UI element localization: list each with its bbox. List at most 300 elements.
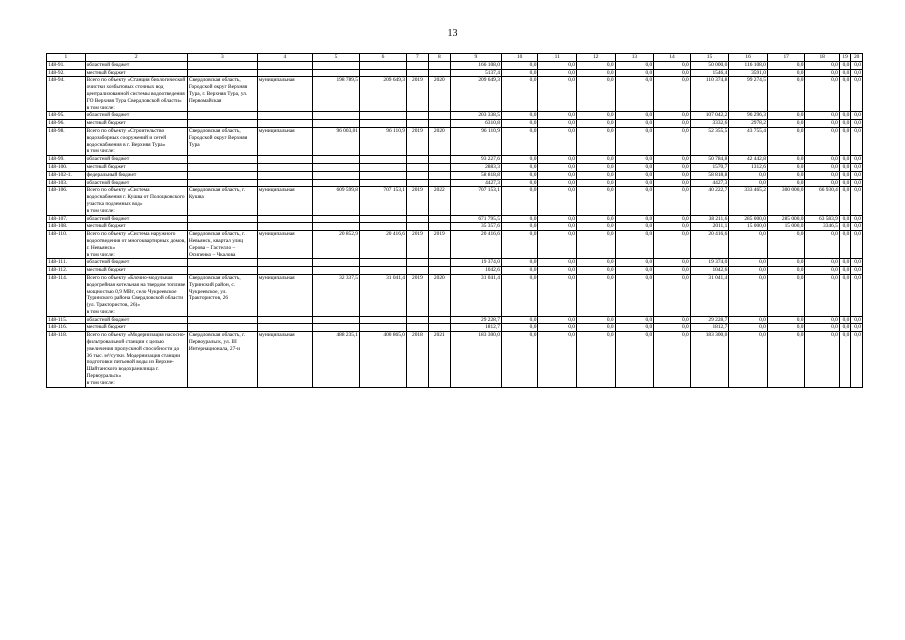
table-cell: 0,0 (654, 267, 691, 275)
table-cell: областной бюджет (85, 61, 187, 69)
table-cell (257, 324, 312, 332)
table-cell: 4427,3 (450, 179, 501, 187)
table-cell: 32 337,5 (313, 274, 360, 316)
table-cell: 0,0 (851, 231, 863, 259)
table-cell: 0,0 (851, 324, 863, 332)
table-cell: 0,0 (615, 69, 654, 77)
table-cell: 0,0 (851, 259, 863, 267)
table-cell: 0,0 (615, 316, 654, 324)
table-cell: 0,0 (839, 259, 850, 267)
table-cell (257, 163, 312, 171)
table-cell: 0,0 (805, 259, 839, 267)
table-cell: 0,0 (654, 223, 691, 231)
table-cell: 707 153,1 (450, 187, 501, 215)
table-cell (406, 179, 428, 187)
table-cell: 0,0 (851, 187, 863, 215)
table-cell: 285 000,0 (767, 215, 805, 223)
table-cell: 31 041,4 (360, 274, 407, 316)
column-header: 16 (729, 54, 768, 62)
table-cell: 0,0 (767, 316, 805, 324)
table-cell: 0,0 (851, 223, 863, 231)
table-cell: 0,0 (851, 163, 863, 171)
table-cell: 400 865,0 (360, 332, 407, 387)
budget-source-row (47, 112, 863, 120)
table-cell (313, 324, 360, 332)
table-cell: 0,0 (805, 127, 839, 155)
table-cell (257, 316, 312, 324)
table-cell: 148-118. (47, 332, 86, 387)
table-cell: 0,0 (851, 127, 863, 155)
table-cell (428, 163, 450, 171)
column-header: 20 (851, 54, 863, 62)
table-cell: 0,0 (615, 274, 654, 316)
table-cell: 0,0 (538, 332, 577, 387)
budget-source-row (47, 223, 863, 231)
table-cell: 0,0 (654, 69, 691, 77)
table-cell: 1812,7 (450, 324, 501, 332)
table-cell: 0,0 (767, 61, 805, 69)
table-cell: 31 041,4 (690, 274, 729, 316)
table-cell: 148-111. (47, 259, 86, 267)
table-cell (257, 259, 312, 267)
object-total-row (47, 231, 863, 259)
table-cell: областной бюджет (85, 215, 187, 223)
table-cell: 0,0 (615, 112, 654, 120)
table-cell (406, 259, 428, 267)
table-cell: 0,0 (577, 324, 616, 332)
table-cell: 0,0 (654, 163, 691, 171)
table-cell: 0,0 (805, 120, 839, 128)
table-cell: 609 599,8 (313, 187, 360, 215)
table-cell: 0,0 (538, 127, 577, 155)
table-cell: 0,0 (538, 163, 577, 171)
table-cell (187, 259, 257, 267)
table-cell: местный бюджет (85, 120, 187, 128)
table-cell: 0,0 (767, 127, 805, 155)
table-cell: 488 235,1 (313, 332, 360, 387)
table-cell: 19 374,0 (690, 259, 729, 267)
column-header: 14 (654, 54, 691, 62)
table-cell: 0,0 (839, 112, 850, 120)
table-cell: 0,0 (654, 156, 691, 164)
table-cell: 0,0 (729, 171, 768, 179)
table-cell (187, 163, 257, 171)
table-cell: 148-92. (47, 69, 86, 77)
table-cell: 0,0 (577, 179, 616, 187)
table-cell: 0,0 (839, 274, 850, 316)
table-cell: 0,0 (729, 274, 768, 316)
table-cell: 20 852,9 (313, 231, 360, 259)
table-cell: 0,0 (615, 77, 654, 112)
table-cell: 0,0 (805, 274, 839, 316)
table-cell: 0,0 (654, 61, 691, 69)
table-cell: муниципальная (257, 231, 312, 259)
table-cell: 96 110,9 (360, 127, 407, 155)
table-cell: 20 416,6 (360, 231, 407, 259)
table-cell: 148-94. (47, 77, 86, 112)
table-cell: 0,0 (501, 61, 538, 69)
table-cell: 66 930,4 (805, 187, 839, 215)
table-cell (360, 120, 407, 128)
table-cell: 110 374,8 (690, 77, 729, 112)
budget-source-row (47, 171, 863, 179)
table-cell: 0,0 (615, 120, 654, 128)
table-cell (313, 259, 360, 267)
column-header: 10 (501, 54, 538, 62)
table-cell: 0,0 (839, 316, 850, 324)
table-cell: 0,0 (839, 179, 850, 187)
table-cell (360, 259, 407, 267)
table-cell: 0,0 (501, 156, 538, 164)
budget-source-row (47, 61, 863, 69)
table-cell (428, 179, 450, 187)
table-cell: 148-96. (47, 120, 86, 128)
table-cell: 671 795,5 (450, 215, 501, 223)
table-cell: 0,0 (654, 274, 691, 316)
table-cell: 15 000,0 (767, 223, 805, 231)
table-cell: 2019 (406, 187, 428, 215)
table-cell: 0,0 (654, 332, 691, 387)
table-cell (428, 223, 450, 231)
table-cell: 15 000,0 (729, 223, 768, 231)
table-cell: 0,0 (615, 127, 654, 155)
table-cell: 1042,6 (690, 267, 729, 275)
table-cell: 0,0 (805, 332, 839, 387)
table-cell: 148-108. (47, 223, 86, 231)
table-cell: 0,0 (538, 179, 577, 187)
table-cell (257, 267, 312, 275)
table-cell (313, 179, 360, 187)
table-cell: 148-103. (47, 179, 86, 187)
table-cell: 148-106. (47, 187, 86, 215)
table-cell: 0,0 (767, 69, 805, 77)
table-cell: 43 755,4 (729, 127, 768, 155)
table-cell: 2011,1 (690, 223, 729, 231)
table-cell: 0,0 (805, 61, 839, 69)
table-cell: 0,0 (615, 179, 654, 187)
table-cell: муниципальная (257, 274, 312, 316)
table-cell (406, 163, 428, 171)
table-cell (406, 61, 428, 69)
table-cell: 0,0 (501, 127, 538, 155)
table-cell: 0,0 (538, 77, 577, 112)
table-cell: 0,0 (839, 215, 850, 223)
table-cell: местный бюджет (85, 163, 187, 171)
table-cell: 0,0 (767, 112, 805, 120)
table-cell: Всего по объекту «Станция биологической очистки хозбытовых сточных вод централизованной системы водоотведения ГО Верхняя Тура Свердловской области» в том числе: (85, 77, 187, 112)
table-cell (187, 69, 257, 77)
column-header: 9 (450, 54, 501, 62)
table-cell: 0,0 (805, 77, 839, 112)
table-cell (360, 112, 407, 120)
table-cell: 0,0 (839, 171, 850, 179)
table-cell (428, 120, 450, 128)
table-cell: областной бюджет (85, 156, 187, 164)
table-cell: 0,0 (654, 187, 691, 215)
table-cell (187, 171, 257, 179)
table-cell: Всего по объекту «Модернизация насосно-фильтровальной станции с целью увеличения пропускной способности до 36 тыс. м³/сутки. Модернизация станции подготовки питьевой воды из Верхне-Шайтанского водохранилища г. Первоуральск» в том числе: (85, 332, 187, 387)
table-cell: 333 465,2 (729, 187, 768, 215)
column-header: 13 (615, 54, 654, 62)
table-cell: 0,0 (501, 171, 538, 179)
table-cell: 20 416,6 (690, 231, 729, 259)
column-number-header-row (47, 54, 863, 62)
table-cell: 0,0 (839, 156, 850, 164)
table-cell: 0,0 (538, 171, 577, 179)
table-cell: 0,0 (538, 231, 577, 259)
table-cell: 0,0 (615, 259, 654, 267)
table-cell (257, 171, 312, 179)
table-cell: 0,0 (839, 332, 850, 387)
table-cell (313, 120, 360, 128)
table-cell (406, 120, 428, 128)
table-cell (360, 61, 407, 69)
table-cell: 148-95. (47, 112, 86, 120)
table-cell: 0,0 (729, 231, 768, 259)
table-cell: 0,0 (615, 223, 654, 231)
table-cell: 0,0 (851, 171, 863, 179)
table-cell (313, 156, 360, 164)
table-cell (406, 215, 428, 223)
table-cell: 96 003,01 (313, 127, 360, 155)
table-cell: 0,0 (615, 163, 654, 171)
table-cell: 0,0 (538, 112, 577, 120)
table-cell: областной бюджет (85, 316, 187, 324)
column-header: 2 (85, 54, 187, 62)
column-header: 1 (47, 54, 86, 62)
table-cell: 0,0 (851, 267, 863, 275)
table-cell: 203 338,5 (450, 112, 501, 120)
table-cell (360, 171, 407, 179)
table-cell: 0,0 (501, 231, 538, 259)
table-cell: 148-114. (47, 274, 86, 316)
table-cell (187, 156, 257, 164)
table-cell: 183 300,0 (690, 332, 729, 387)
table-cell: Всего по объекту «Строительство водозаборных сооружений и сетей водоснабжения в г. Верхняя Тура» в том числе: (85, 127, 187, 155)
table-cell: 166 108,0 (450, 61, 501, 69)
table-cell: 0,0 (839, 267, 850, 275)
table-cell: 2883,3 (450, 163, 501, 171)
table-cell: 0,0 (729, 316, 768, 324)
table-cell (406, 112, 428, 120)
table-cell: 148-100. (47, 163, 86, 171)
table-cell: 0,0 (501, 77, 538, 112)
table-cell: Всего по объекту «Блочно-модульная водогрейная котельная на твердом топливе мощностью 0,9 МВт, село Чукреевское Туринского района Свердловской области (ул. Трактористов, 26)» в том числе: (85, 274, 187, 316)
table-cell: 0,0 (805, 171, 839, 179)
object-total-row (47, 274, 863, 316)
budget-source-row (47, 163, 863, 171)
table-cell (406, 69, 428, 77)
table-cell (187, 120, 257, 128)
table-cell: 4427,3 (690, 179, 729, 187)
object-total-row (47, 187, 863, 215)
table-cell: 42 442,8 (729, 156, 768, 164)
table-cell: местный бюджет (85, 324, 187, 332)
table-cell: 3332,6 (690, 120, 729, 128)
table-cell: 2020 (428, 127, 450, 155)
table-cell (257, 69, 312, 77)
table-cell: 0,0 (501, 120, 538, 128)
table-cell: 148-99. (47, 156, 86, 164)
table-cell: 0,0 (501, 215, 538, 223)
table-cell: 148-110. (47, 231, 86, 259)
table-cell: 0,0 (839, 324, 850, 332)
table-cell: 0,0 (839, 223, 850, 231)
table-cell: 50 000,0 (690, 61, 729, 69)
table-cell: 0,0 (851, 274, 863, 316)
budget-source-row (47, 179, 863, 187)
table-cell: 0,0 (805, 112, 839, 120)
table-cell: 0,0 (654, 231, 691, 259)
table-cell: 50 784,8 (690, 156, 729, 164)
table-cell: 0,0 (654, 112, 691, 120)
table-cell: 116 108,0 (729, 61, 768, 69)
table-cell: областной бюджет (85, 112, 187, 120)
table-cell: 209 649,3 (450, 77, 501, 112)
table-cell (313, 69, 360, 77)
table-cell: 0,0 (767, 259, 805, 267)
table-cell: 38 211,6 (690, 215, 729, 223)
table-cell: 0,0 (805, 231, 839, 259)
table-cell: 0,0 (538, 120, 577, 128)
table-cell: 0,0 (839, 120, 850, 128)
table-cell (187, 223, 257, 231)
budget-source-row (47, 215, 863, 223)
table-cell: 0,0 (577, 77, 616, 112)
table-cell: 0,0 (729, 332, 768, 387)
table-cell: 0,0 (538, 187, 577, 215)
table-cell (187, 179, 257, 187)
table-cell (428, 171, 450, 179)
table-cell: 0,0 (538, 156, 577, 164)
table-cell: 0,0 (805, 267, 839, 275)
table-cell: 148-98. (47, 127, 86, 155)
table-cell (313, 215, 360, 223)
table-cell: 99 274,5 (729, 77, 768, 112)
table-cell: 0,0 (501, 324, 538, 332)
table-cell: 0,0 (805, 69, 839, 77)
table-cell: 2019 (406, 274, 428, 316)
table-cell: 0,0 (538, 223, 577, 231)
table-cell: 2021 (428, 332, 450, 387)
table-cell: Свердловская область, г. Кушва (187, 187, 257, 215)
table-cell: 0,0 (851, 112, 863, 120)
table-cell: 148-115. (47, 316, 86, 324)
table-cell: 0,0 (654, 120, 691, 128)
budget-table (46, 53, 863, 388)
table-cell (187, 215, 257, 223)
table-cell: 0,0 (538, 69, 577, 77)
table-cell (428, 156, 450, 164)
column-header: 8 (428, 54, 450, 62)
column-header: 19 (839, 54, 850, 62)
table-cell: 0,0 (851, 179, 863, 187)
table-cell: 1570,7 (690, 163, 729, 171)
table-cell: 0,0 (615, 215, 654, 223)
table-cell: 0,0 (577, 61, 616, 69)
object-total-row (47, 127, 863, 155)
table-cell: 2022 (428, 187, 450, 215)
table-cell: 0,0 (805, 324, 839, 332)
table-cell: 0,0 (577, 120, 616, 128)
table-cell: местный бюджет (85, 223, 187, 231)
column-header: 3 (187, 54, 257, 62)
table-cell: 58 818,8 (450, 171, 501, 179)
table-cell: 2018 (406, 332, 428, 387)
table-cell (406, 223, 428, 231)
table-cell: Всего по объекту «Система водоснабжения г. Кушва от Полоцковского участка подземных вод» в том числе: (85, 187, 187, 215)
table-cell (360, 324, 407, 332)
table-cell: 35 357,6 (450, 223, 501, 231)
table-cell: местный бюджет (85, 267, 187, 275)
table-cell: 0,0 (577, 267, 616, 275)
table-cell (257, 156, 312, 164)
table-cell (187, 267, 257, 275)
table-cell (187, 112, 257, 120)
table-cell: 0,0 (851, 316, 863, 324)
table-cell: 0,0 (501, 112, 538, 120)
table-cell: 209 649,3 (360, 77, 407, 112)
table-cell (257, 215, 312, 223)
table-cell (187, 61, 257, 69)
table-cell: 0,0 (839, 69, 850, 77)
table-cell: 19 374,0 (450, 259, 501, 267)
table-cell: 0,0 (654, 179, 691, 187)
budget-source-row (47, 267, 863, 275)
table-cell: 0,0 (654, 259, 691, 267)
table-cell: 0,0 (501, 259, 538, 267)
table-cell (257, 112, 312, 120)
table-cell: 0,0 (577, 69, 616, 77)
table-cell: 0,0 (767, 274, 805, 316)
table-cell: 52 355,5 (690, 127, 729, 155)
table-cell: Свердловская область, г. Невьянск, квартал улиц Серова – Гастелло – Осипенко – Чкалова (187, 231, 257, 259)
table-cell: 0,0 (851, 69, 863, 77)
table-cell (360, 69, 407, 77)
table-cell: 0,0 (501, 332, 538, 387)
table-cell (187, 316, 257, 324)
column-header: 15 (690, 54, 729, 62)
table-cell: 31 041,4 (450, 274, 501, 316)
table-cell: местный бюджет (85, 69, 187, 77)
table-cell: 0,0 (615, 156, 654, 164)
table-cell: 0,0 (805, 156, 839, 164)
table-cell: 0,0 (538, 324, 577, 332)
table-cell: 148-107. (47, 215, 86, 223)
table-cell: 198 789,5 (313, 77, 360, 112)
budget-source-row (47, 120, 863, 128)
table-cell (428, 215, 450, 223)
table-cell: областной бюджет (85, 179, 187, 187)
table-cell: 63 583,9 (805, 215, 839, 223)
table-cell: 0,0 (654, 171, 691, 179)
table-cell: 1546,4 (690, 69, 729, 77)
table-cell: 3591,0 (729, 69, 768, 77)
table-cell: 0,0 (654, 215, 691, 223)
table-cell (257, 120, 312, 128)
table-cell: 20 416,6 (450, 231, 501, 259)
table-cell: 0,0 (851, 215, 863, 223)
table-cell: 0,0 (615, 332, 654, 387)
table-cell (313, 61, 360, 69)
table-cell: 0,0 (729, 179, 768, 187)
table-cell: 40 222,7 (690, 187, 729, 215)
table-cell: 0,0 (839, 187, 850, 215)
table-cell: 183 300,0 (450, 332, 501, 387)
table-cell: 0,0 (615, 324, 654, 332)
column-header: 6 (360, 54, 407, 62)
budget-source-row (47, 156, 863, 164)
